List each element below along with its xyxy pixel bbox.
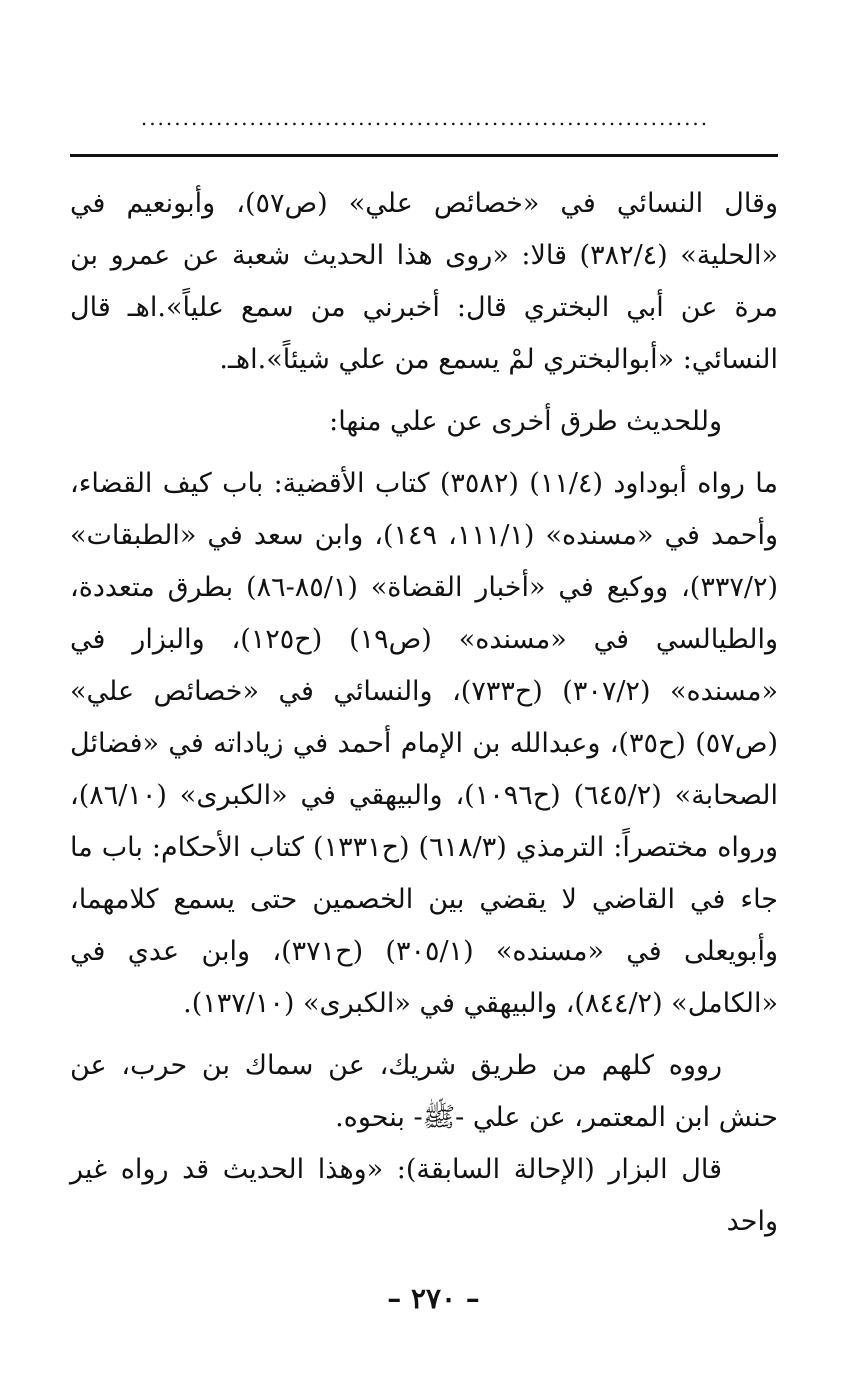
- footnote-rule: [70, 154, 778, 157]
- paragraph-nasai-hilya: وقال النسائي في «خصائص علي» (ص٥٧)، وأبونعيم في «الحلية» (٣٨٢/٤) قالا: «روى هذا الحديث شعبة عن عمرو بن مرة عن أبي البختري قال: أخبرني من سمع علياً».اهـ قال النسائي: «أبوالبختري لمْ يسمع من علي شيئاً».اهـ.: [70, 188, 778, 375]
- paragraph-bazzar: قال البزار (الإحالة السابقة): «وهذا الحديث قد رواه غير واحد: [70, 1154, 778, 1237]
- paragraph-other-routes: وللحديث طرق أخرى عن علي منها:: [329, 406, 722, 437]
- footnote-body: [70, 178, 778, 1248]
- page-number: – ٢٧٠ –: [387, 1282, 480, 1315]
- paragraph-sharik-route: رووه كلهم من طريق شريك، عن سماك بن حرب، عن حنش ابن المعتمر، عن علي -ﷺ- بنحوه.: [70, 1050, 778, 1133]
- dotted-separator: ....................................................................: [140, 108, 710, 128]
- paragraph-narrations: ما رواه أبوداود (١١/٤) (٣٥٨٢) كتاب الأقضية: باب كيف القضاء، وأحمد في «مسنده» (١١١/١، ١٤٩)، وابن سعد في «الطبقات» (٣٣٧/٢)، ووكيع في «أخبار القضاة» (٨٥/١-٨٦) بطرق متعددة، والطيالسي في «مسنده» (ص١٩) (ح١٢٥)، والبزار في «مسنده» (٣٠٧/٢) (ح٧٣٣)، والنسائي في «خصائص علي» (ص٥٧) (ح٣٥)، وعبدالله بن الإمام أحمد في زياداته في «فضائل الصحابة» (٦٤٥/٢) (ح١٠٩٦)، والبيهقي في «الكبرى» (٨٦/١٠)، ورواه مختصراً: الترمذي (٦١٨/٣) (ح١٣٣١) كتاب الأحكام: باب ما جاء في القاضي لا يقضي بين الخصمين حتى يسمع كلامهما، وأبويعلى في «مسنده» (٣٠٥/١) (ح٣٧١)، وابن عدي في «الكامل» (٨٤٤/٢)، والبيهقي في «الكبرى» (١٣٧/١٠).: [70, 468, 778, 1019]
